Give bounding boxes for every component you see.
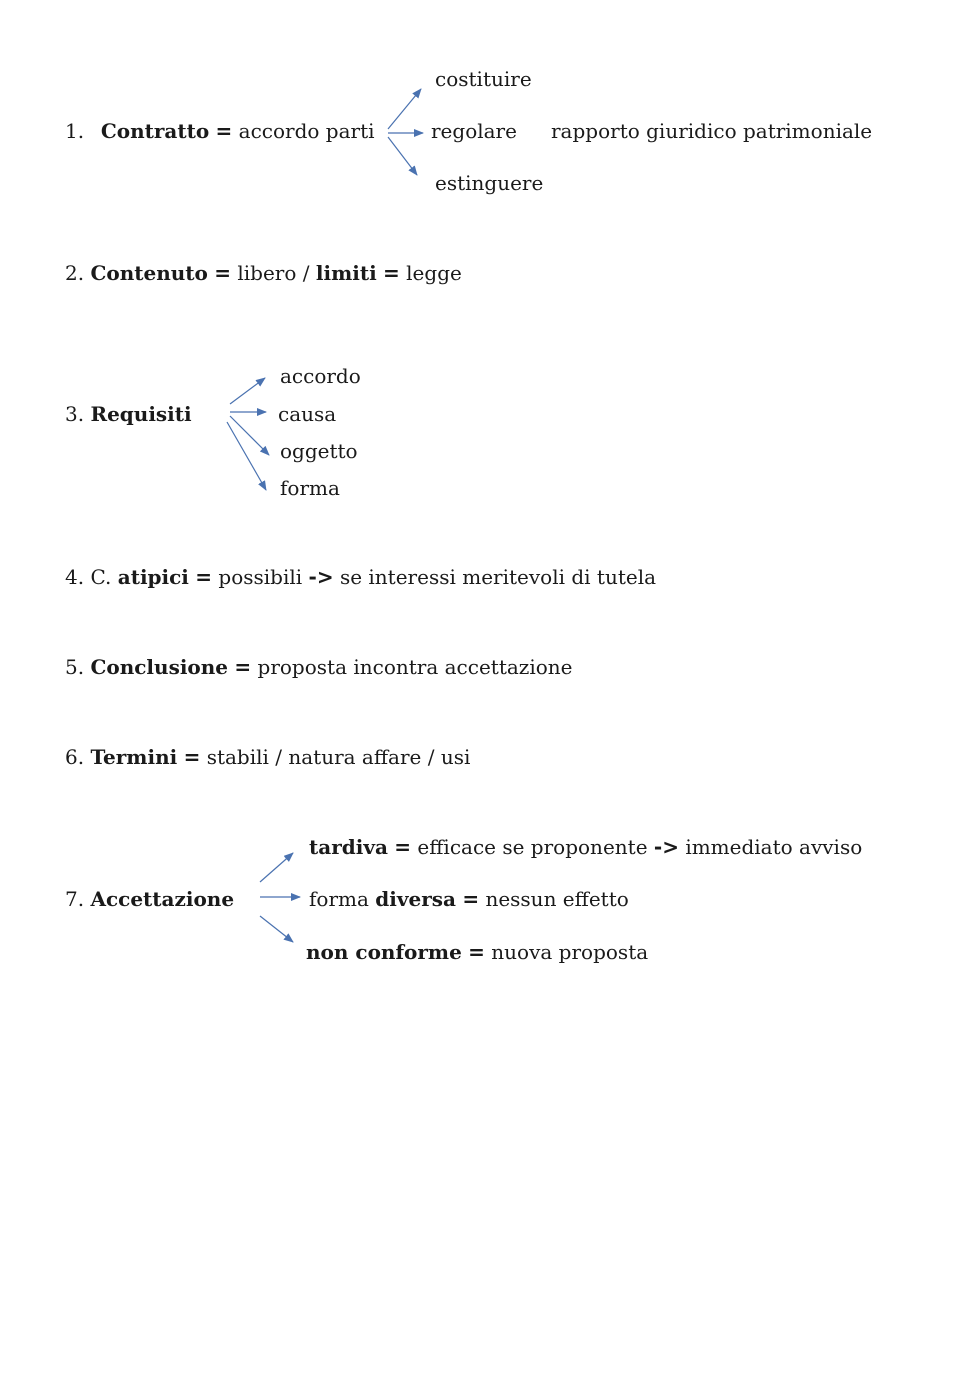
equals-sign: = (215, 119, 233, 143)
value-nuova-proposta: nuova proposta (491, 940, 649, 964)
branch-forma: forma (280, 476, 340, 500)
item-5-line (65, 655, 572, 679)
value-termini: stabili / natura affare / usi (206, 745, 471, 769)
value-nessun-effetto: nessun effetto (485, 887, 629, 911)
equals-sign: = (234, 655, 252, 679)
equals-sign: = (195, 565, 213, 589)
value-legge: legge (406, 261, 462, 285)
branch-diversa (309, 887, 629, 911)
item-number: 2. (65, 261, 85, 285)
equals-sign: = (214, 261, 231, 285)
item-7-line (65, 887, 234, 911)
term-diversa: diversa (375, 887, 456, 911)
branch-causa: causa (278, 402, 337, 426)
equals-sign: = (183, 745, 201, 769)
term-termini: Termini (90, 745, 178, 769)
arrow-tardiva (260, 853, 293, 882)
arrow-non-conforme (260, 916, 293, 942)
arrow-down (388, 137, 417, 175)
item-number: 1. (65, 119, 85, 143)
term-contratto: Contratto (100, 119, 210, 143)
value-condition: se interessi meritevoli di tutela (339, 565, 657, 589)
item-2-line (65, 261, 462, 285)
term-tardiva: tardiva (309, 835, 388, 859)
value-libero: libero (237, 261, 297, 285)
item-6-line (65, 745, 470, 769)
term-requisiti: Requisiti (90, 402, 192, 426)
term-atipici: atipici (117, 565, 189, 589)
branch-regolare: regolare (431, 119, 517, 143)
term-limiti: limiti (315, 261, 377, 285)
equals-sign: = (462, 887, 480, 911)
value-possibili: possibili (218, 565, 303, 589)
equals-sign: = (468, 940, 485, 964)
value-conclusione: proposta incontra accettazione (257, 655, 573, 679)
arrow-text: -> (308, 565, 334, 589)
item-number: 4. C. (65, 565, 112, 589)
term-non-conforme: non conforme (306, 940, 462, 964)
branch-accordo: accordo (280, 364, 361, 388)
separator: / (302, 261, 310, 285)
arrow-text: -> (653, 835, 679, 859)
branch-costituire: costituire (435, 67, 532, 91)
object-rapporto: rapporto giuridico patrimoniale (551, 119, 873, 143)
item-1-line (65, 119, 375, 143)
term-conclusione: Conclusione (90, 655, 229, 679)
item-number: 7. (65, 887, 85, 911)
term-contenuto: Contenuto (90, 261, 208, 285)
arrow-accordo (230, 378, 265, 404)
equals-sign: = (383, 261, 400, 285)
branch-non-conforme (306, 940, 648, 964)
prefix-forma: forma (309, 887, 369, 911)
branch-oggetto: oggetto (280, 439, 358, 463)
item-4-line (65, 565, 656, 589)
branch-tardiva (309, 835, 862, 859)
branch-estinguere: estinguere (435, 171, 544, 195)
item-number: 3. (65, 402, 85, 426)
value-efficace: efficace se proponente (417, 835, 648, 859)
equals-sign: = (394, 835, 412, 859)
term-accettazione: Accettazione (90, 887, 235, 911)
definition: accordo parti (238, 119, 375, 143)
item-number: 5. (65, 655, 85, 679)
arrow-oggetto (230, 416, 269, 455)
value-avviso: immediato avviso (685, 835, 863, 859)
item-3-line (65, 402, 192, 426)
item-number: 6. (65, 745, 85, 769)
arrow-up (388, 89, 421, 129)
